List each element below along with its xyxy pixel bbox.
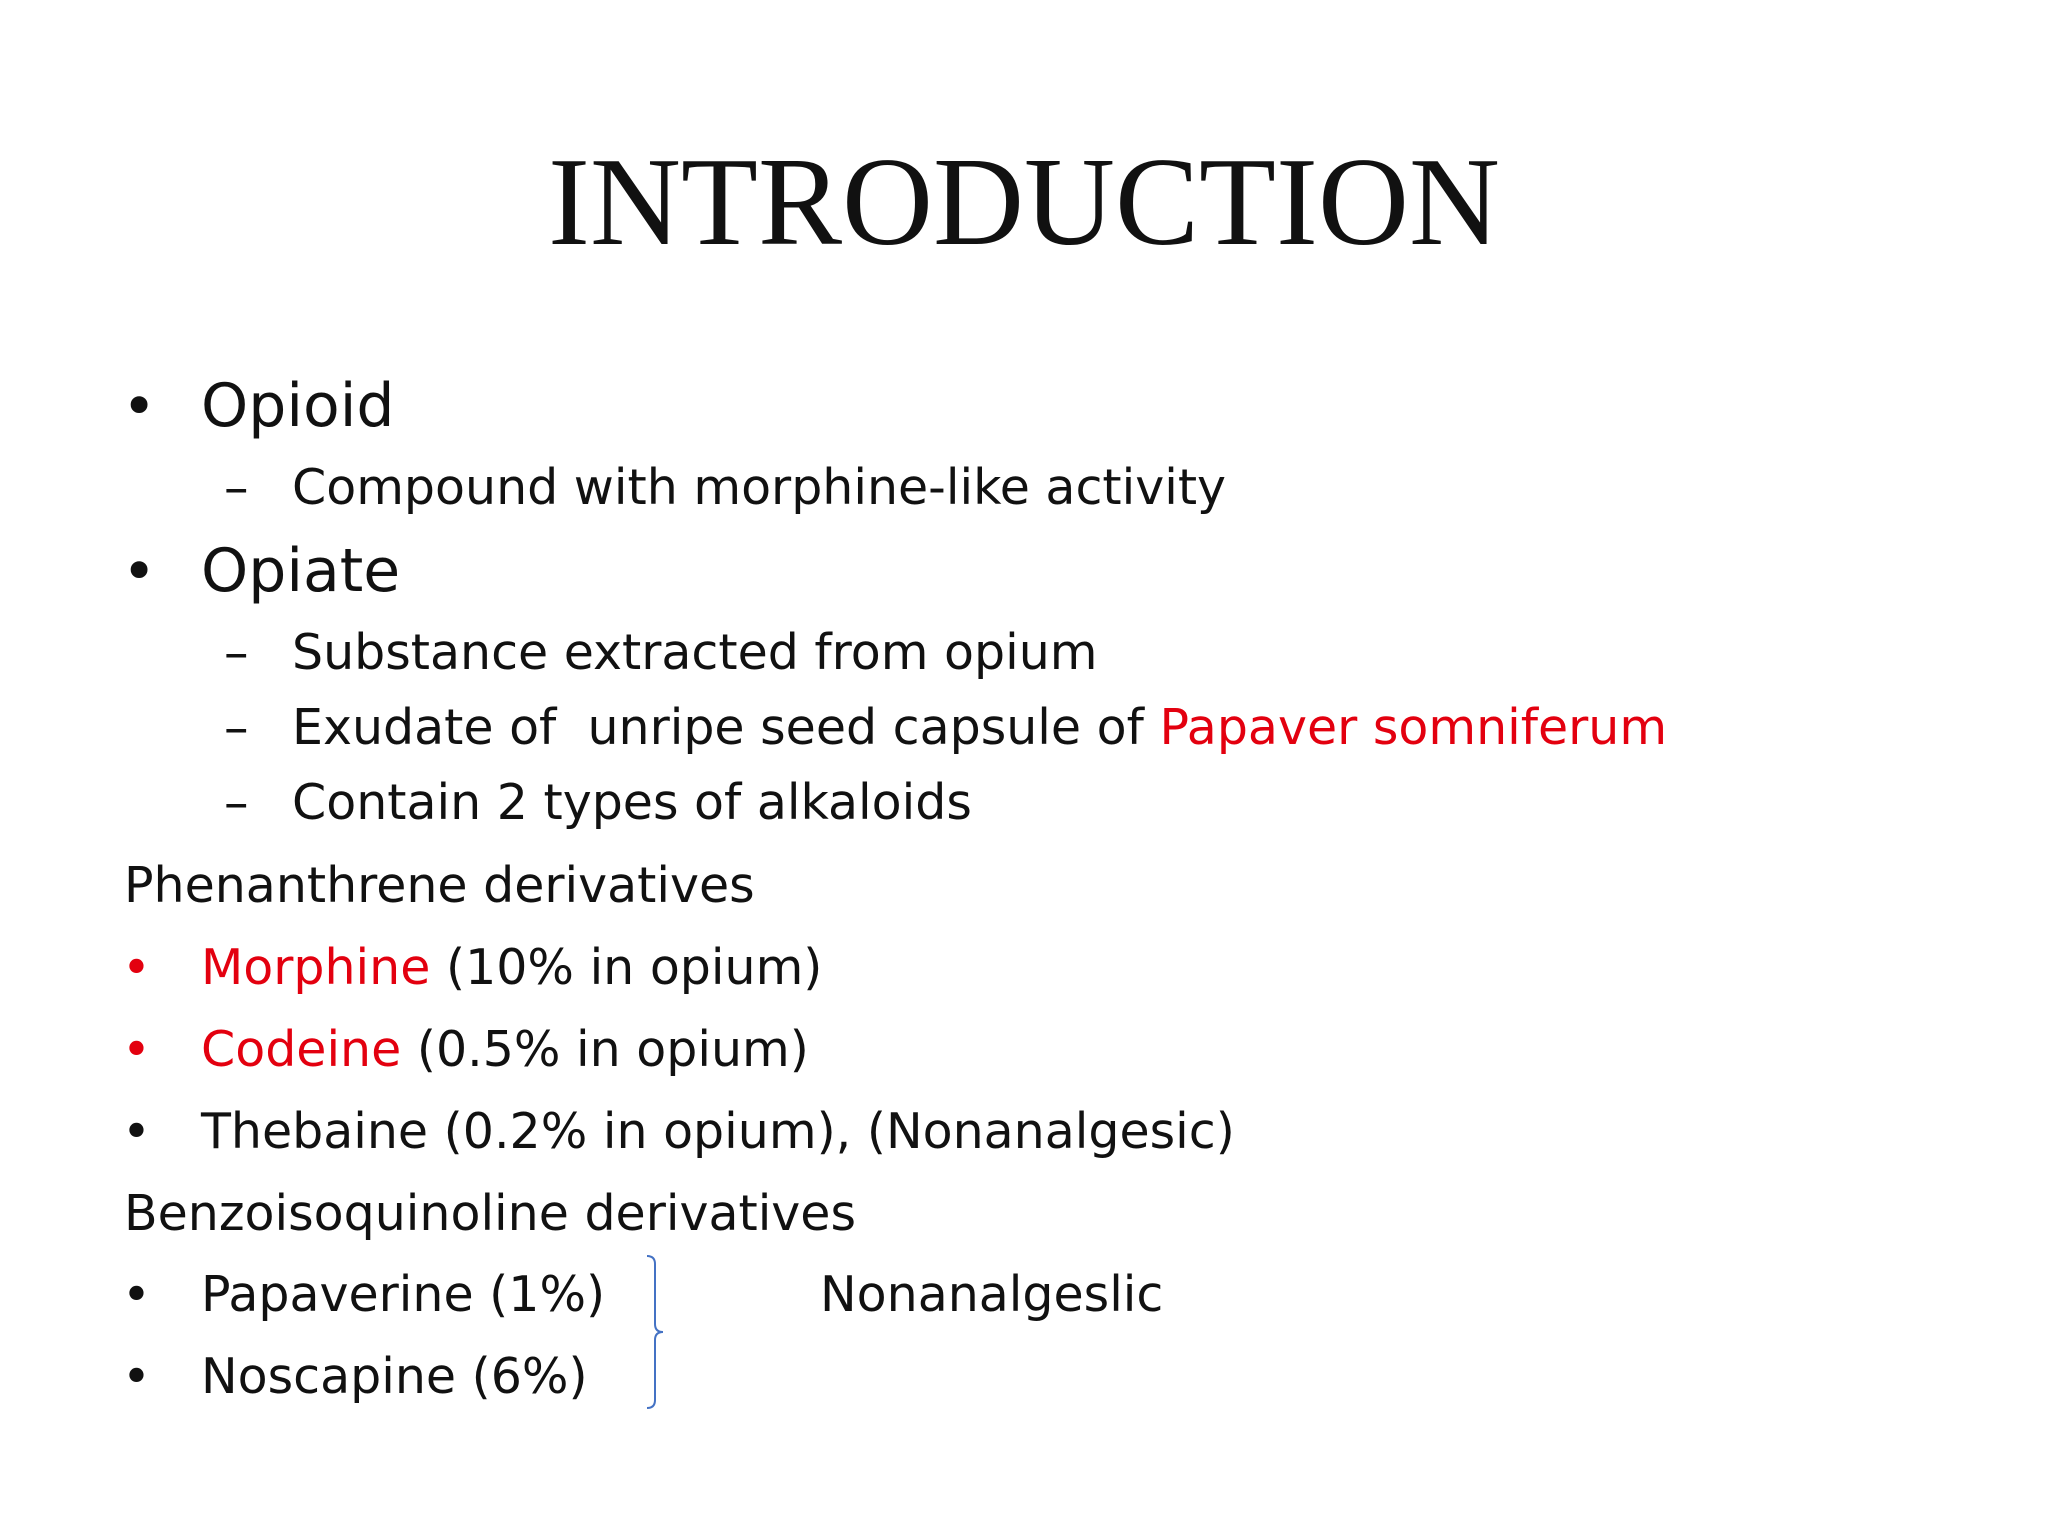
dash-icon: – <box>224 699 249 756</box>
item-text-highlight: Codeine <box>201 1021 402 1078</box>
item-text-highlight: Morphine <box>201 939 431 996</box>
item-text-plain: (0.5% in opium) <box>401 1021 809 1078</box>
item-text-plain: (10% in opium) <box>430 939 823 996</box>
dash-icon: – <box>224 624 249 681</box>
dash-icon: – <box>224 459 249 516</box>
item-text: Substance extracted from opium <box>292 624 1098 681</box>
item-text <box>201 938 822 998</box>
item-text <box>201 1020 809 1080</box>
item-text: Papaverine (1%) <box>201 1266 606 1323</box>
item-text: Contain 2 types of alkaloids <box>292 774 972 831</box>
item-text: Opioid <box>201 371 395 441</box>
item-text: Thebaine (0.2% in opium), (Nonanalgesic) <box>201 1103 1235 1160</box>
right-bracket-icon <box>645 1254 669 1410</box>
item-text: Compound with morphine-like activity <box>292 459 1227 516</box>
bracket-note: Nonanalgeslic <box>820 1266 1164 1323</box>
item-text: Noscapine (6%) <box>201 1348 588 1405</box>
section-heading-benzoisoquinoline: Benzoisoquinoline derivatives <box>124 1185 856 1242</box>
dash-icon: – <box>224 774 249 831</box>
bullet-icon: • <box>122 1021 151 1078</box>
bullet-icon: • <box>122 1103 151 1160</box>
section-heading-phenanthrene: Phenanthrene derivatives <box>124 857 755 914</box>
item-text: Opiate <box>201 536 401 606</box>
bullet-icon: • <box>122 372 157 440</box>
bullet-icon: • <box>122 939 151 996</box>
item-text-highlight: Papaver somniferum <box>1159 699 1668 756</box>
bullet-icon: • <box>122 537 157 605</box>
item-text-plain: Exudate of unripe seed capsule of <box>292 699 1160 756</box>
bullet-icon: • <box>122 1348 151 1405</box>
bullet-icon: • <box>122 1266 151 1323</box>
item-text <box>292 698 1667 758</box>
slide-title: INTRODUCTION <box>548 133 1500 272</box>
